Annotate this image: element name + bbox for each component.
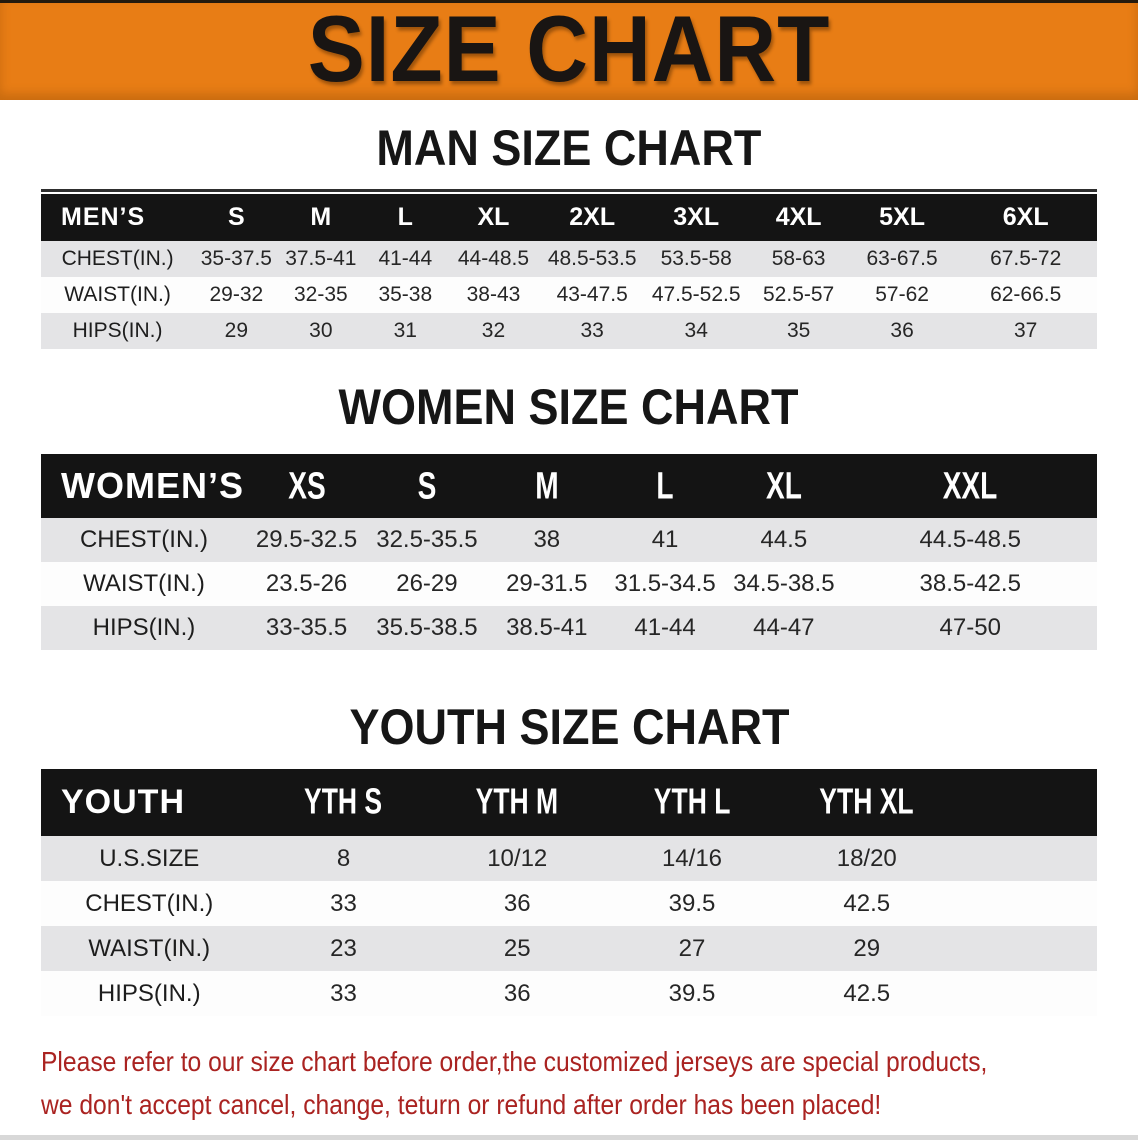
table-row bbox=[41, 606, 1097, 650]
measure-value: 33-35.5 bbox=[247, 606, 366, 650]
measure-value: 18/20 bbox=[779, 836, 954, 881]
measure-label: WAIST(IN.) bbox=[41, 926, 257, 971]
measure-value: 35-37.5 bbox=[194, 241, 278, 277]
size-header-cell: M bbox=[279, 194, 363, 241]
women-table-header-row bbox=[41, 454, 1097, 518]
size-header-cell: XXL bbox=[844, 454, 1098, 518]
size-header-cell: YTH L bbox=[605, 769, 779, 836]
women-section-heading bbox=[0, 379, 1138, 435]
measure-value: 44-47 bbox=[724, 606, 843, 650]
spacer-cell bbox=[954, 769, 1097, 836]
men-size-table bbox=[41, 194, 1097, 349]
men-section-heading bbox=[0, 120, 1138, 176]
size-header-cell: YTH M bbox=[430, 769, 605, 836]
measure-value: 26-29 bbox=[366, 562, 487, 606]
measure-value: 34 bbox=[645, 313, 747, 349]
measure-value: 39.5 bbox=[605, 881, 779, 926]
table-row bbox=[41, 277, 1097, 313]
table-row bbox=[41, 836, 1097, 881]
measure-value: 31.5-34.5 bbox=[606, 562, 724, 606]
size-header-cell: YTH XL bbox=[779, 769, 954, 836]
measure-value: 29 bbox=[779, 926, 954, 971]
women-section bbox=[0, 379, 1138, 650]
spacer-cell bbox=[954, 926, 1097, 971]
measure-value: 32.5-35.5 bbox=[366, 518, 487, 562]
measure-value: 47-50 bbox=[844, 606, 1098, 650]
youth-section-heading bbox=[0, 699, 1138, 755]
size-header-cell: 4XL bbox=[747, 194, 849, 241]
table-row bbox=[41, 881, 1097, 926]
measure-value: 38 bbox=[488, 518, 606, 562]
measure-value: 42.5 bbox=[779, 971, 954, 1016]
spacer-cell bbox=[954, 836, 1097, 881]
table-row bbox=[41, 926, 1097, 971]
size-header-cell: 3XL bbox=[645, 194, 747, 241]
measure-value: 58-63 bbox=[747, 241, 849, 277]
measure-value: 29-32 bbox=[194, 277, 278, 313]
measure-value: 38.5-41 bbox=[488, 606, 606, 650]
measure-value: 33 bbox=[539, 313, 645, 349]
measure-label: WAIST(IN.) bbox=[41, 562, 247, 606]
table-row bbox=[41, 971, 1097, 1016]
spacer-cell bbox=[954, 971, 1097, 1016]
measure-value: 35 bbox=[747, 313, 849, 349]
measure-value: 44.5-48.5 bbox=[844, 518, 1098, 562]
measure-value: 29-31.5 bbox=[488, 562, 606, 606]
measure-value: 41 bbox=[606, 518, 724, 562]
table-row bbox=[41, 562, 1097, 606]
measure-value: 38.5-42.5 bbox=[844, 562, 1098, 606]
measure-value: 10/12 bbox=[430, 836, 605, 881]
size-header-cell: 2XL bbox=[539, 194, 645, 241]
measure-value: 27 bbox=[605, 926, 779, 971]
banner bbox=[0, 0, 1138, 103]
measure-value: 52.5-57 bbox=[747, 277, 849, 313]
youth-size-table bbox=[41, 769, 1097, 1016]
women-size-table bbox=[41, 454, 1097, 650]
table-row bbox=[41, 313, 1097, 349]
measure-value: 42.5 bbox=[779, 881, 954, 926]
measure-value: 53.5-58 bbox=[645, 241, 747, 277]
size-header-cell: M bbox=[488, 454, 606, 518]
measure-value: 63-67.5 bbox=[850, 241, 955, 277]
men-group-label: MEN’S bbox=[41, 194, 194, 241]
measure-label: CHEST(IN.) bbox=[41, 241, 194, 277]
measure-label: HIPS(IN.) bbox=[41, 313, 194, 349]
measure-value: 32-35 bbox=[279, 277, 363, 313]
measure-value: 48.5-53.5 bbox=[539, 241, 645, 277]
measure-value: 47.5-52.5 bbox=[645, 277, 747, 313]
measure-value: 29.5-32.5 bbox=[247, 518, 366, 562]
measure-value: 35.5-38.5 bbox=[366, 606, 487, 650]
size-header-cell: L bbox=[363, 194, 447, 241]
men-table-header-row bbox=[41, 194, 1097, 241]
table-row bbox=[41, 241, 1097, 277]
spacer-cell bbox=[954, 881, 1097, 926]
measure-value: 43-47.5 bbox=[539, 277, 645, 313]
measure-value: 39.5 bbox=[605, 971, 779, 1016]
measure-label: HIPS(IN.) bbox=[41, 971, 257, 1016]
youth-table-header-row bbox=[41, 769, 1097, 836]
measure-value: 29 bbox=[194, 313, 278, 349]
size-header-cell: XL bbox=[448, 194, 540, 241]
measure-value: 31 bbox=[363, 313, 447, 349]
measure-label: CHEST(IN.) bbox=[41, 881, 257, 926]
measure-value: 33 bbox=[257, 881, 429, 926]
youth-group-label: YOUTH bbox=[41, 769, 257, 836]
measure-value: 37 bbox=[954, 313, 1097, 349]
measure-value: 44.5 bbox=[724, 518, 843, 562]
measure-value: 62-66.5 bbox=[954, 277, 1097, 313]
measure-value: 41-44 bbox=[363, 241, 447, 277]
women-section-heading-text: WOMEN SIZE CHART bbox=[339, 379, 799, 435]
youth-section bbox=[0, 699, 1138, 1016]
measure-value: 34.5-38.5 bbox=[724, 562, 843, 606]
measure-value: 32 bbox=[448, 313, 540, 349]
disclaimer-line-1: Please refer to our size chart before order,the customized jerseys are special products, bbox=[41, 1046, 988, 1077]
measure-value: 44-48.5 bbox=[448, 241, 540, 277]
page-title: SIZE CHART bbox=[307, 0, 831, 103]
measure-value: 41-44 bbox=[606, 606, 724, 650]
measure-value: 8 bbox=[257, 836, 429, 881]
size-header-cell: S bbox=[194, 194, 278, 241]
disclaimer-line-2: we don't accept cancel, change, teturn or refund after order has been placed! bbox=[41, 1089, 882, 1120]
measure-value: 25 bbox=[430, 926, 605, 971]
measure-value: 36 bbox=[430, 971, 605, 1016]
measure-value: 57-62 bbox=[850, 277, 955, 313]
measure-value: 38-43 bbox=[448, 277, 540, 313]
measure-value: 14/16 bbox=[605, 836, 779, 881]
size-header-cell: L bbox=[606, 454, 724, 518]
measure-label: U.S.SIZE bbox=[41, 836, 257, 881]
size-header-cell: XS bbox=[247, 454, 366, 518]
measure-value: 33 bbox=[257, 971, 429, 1016]
disclaimer bbox=[41, 1040, 1138, 1126]
measure-value: 30 bbox=[279, 313, 363, 349]
measure-label: CHEST(IN.) bbox=[41, 518, 247, 562]
men-section bbox=[0, 120, 1138, 349]
women-group-label: WOMEN’S bbox=[41, 454, 247, 518]
men-section-heading-text: MAN SIZE CHART bbox=[376, 120, 762, 176]
table-row bbox=[41, 518, 1097, 562]
size-header-cell: YTH S bbox=[257, 769, 429, 836]
size-header-cell: S bbox=[366, 454, 487, 518]
measure-value: 23.5-26 bbox=[247, 562, 366, 606]
bottom-border-strip bbox=[0, 1135, 1138, 1140]
youth-section-heading-text: YOUTH SIZE CHART bbox=[348, 699, 790, 755]
measure-label: WAIST(IN.) bbox=[41, 277, 194, 313]
size-header-cell: 5XL bbox=[850, 194, 955, 241]
measure-value: 36 bbox=[430, 881, 605, 926]
measure-value: 37.5-41 bbox=[279, 241, 363, 277]
measure-value: 23 bbox=[257, 926, 429, 971]
measure-value: 67.5-72 bbox=[954, 241, 1097, 277]
measure-label: HIPS(IN.) bbox=[41, 606, 247, 650]
size-header-cell: XL bbox=[724, 454, 843, 518]
size-header-cell: 6XL bbox=[954, 194, 1097, 241]
divider-line bbox=[41, 189, 1097, 192]
measure-value: 36 bbox=[850, 313, 955, 349]
measure-value: 35-38 bbox=[363, 277, 447, 313]
